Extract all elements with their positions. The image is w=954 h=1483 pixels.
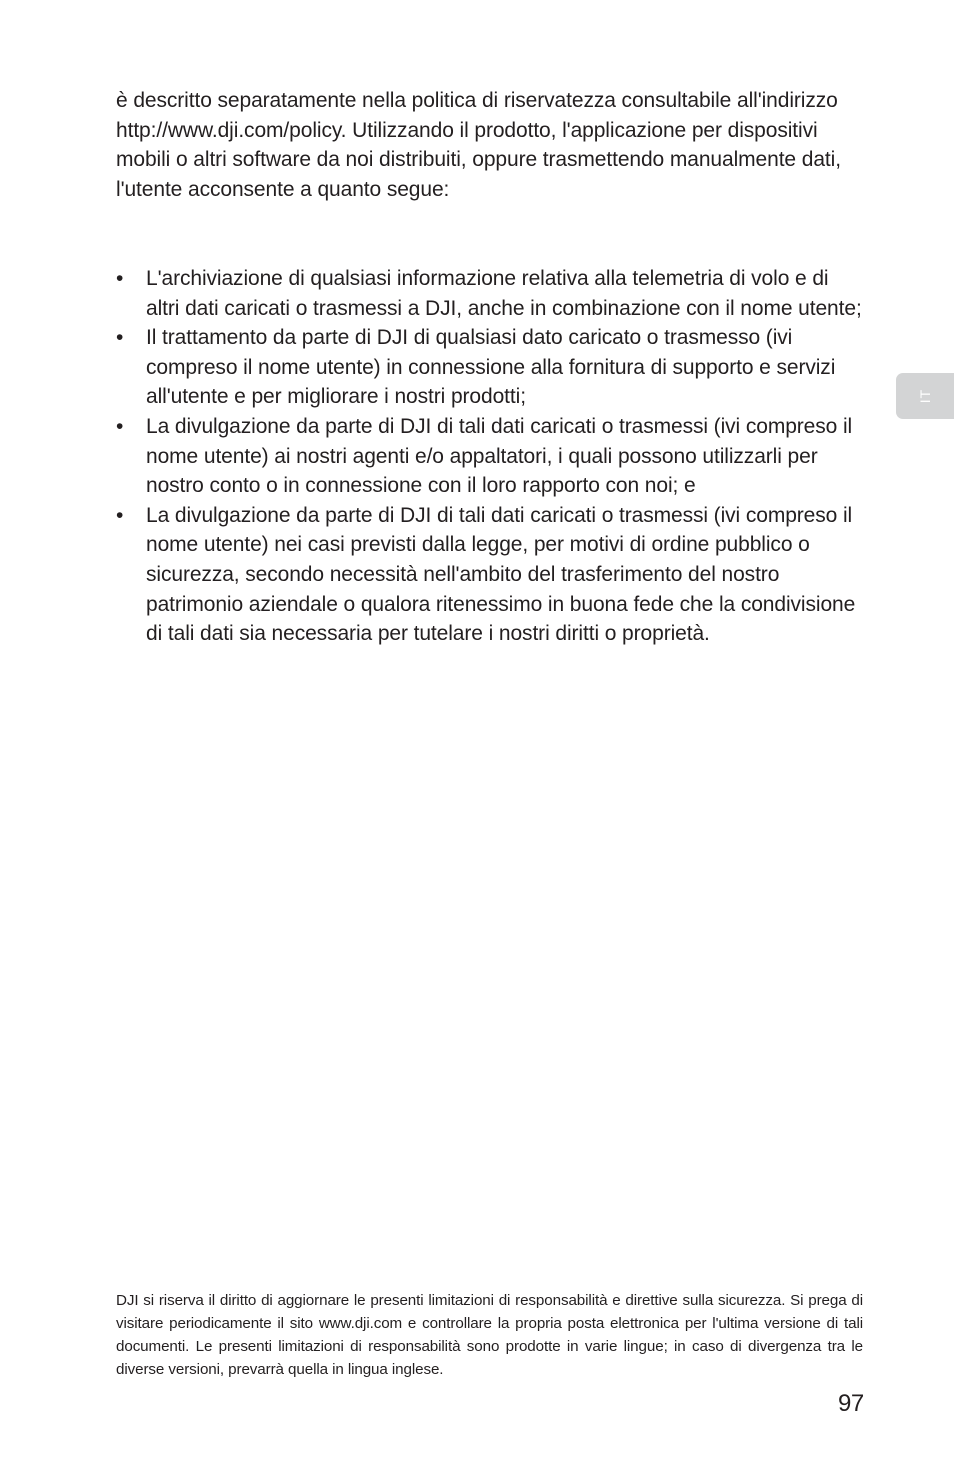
- consent-bullet-list: [116, 264, 866, 649]
- bullet-item: • La divulgazione da parte di DJI di tali dati caricati o trasmessi (ivi compreso il nome utente) nei casi previsti dalla legge, per motivi di ordine pubblico o sicurezza, secondo necessità nell'ambito del trasferimento del nostro patrimonio aziendale o qualora ritenessimo in buona fede che la condivisione di tali dati sia necessaria per tutelare i nostri diritti o proprietà.: [116, 501, 866, 649]
- page-number: 97: [838, 1390, 864, 1417]
- intro-paragraph: [116, 86, 866, 204]
- bullet-item: • La divulgazione da parte di DJI di tali dati caricati o trasmessi (ivi compreso il nome utente) ai nostri agenti e/o appaltatori, i quali possono utilizzarli per nostro conto o in connessione con il loro rapporto con noi; e: [116, 412, 866, 501]
- disclaimer-text: DJI si riserva il diritto di aggiornare le presenti limitazioni di responsabilità e direttive sulla sicurezza. Si prega di visitare periodicamente il sito www.dji.com e controllare la propria posta elettronica per l'ultima versione di tali documenti. Le presenti limitazioni di responsabilità sono prodotte in varie lingue; in caso di divergenza tra le diverse versioni, prevarrà quella in lingua inglese.: [116, 1292, 863, 1378]
- language-side-tab: [896, 373, 954, 419]
- intro-line-1: è descritto separatamente nella politica di riservatezza consultabile all'indirizzo: [116, 89, 838, 112]
- language-tab-label: IT: [916, 388, 933, 404]
- bullet-item: • L'archiviazione di qualsiasi informazione relativa alla telemetria di volo e di altri dati caricati o trasmessi a DJI, anche in combinazione con il nome utente;: [116, 264, 866, 323]
- intro-line-2: http://www.dji.com/policy. Utilizzando il prodotto, l'applicazione per dispositivi mobili o altri software da noi distribuiti, oppure trasmettendo manualmente dati, l'utente acconsente a quanto segue:: [116, 118, 841, 201]
- bullet-item: • Il trattamento da parte di DJI di qualsiasi dato caricato o trasmesso (ivi compreso il nome utente) in connessione alla fornitura di supporto e servizi all'utente e per migliorare i nostri prodotti;: [116, 323, 866, 412]
